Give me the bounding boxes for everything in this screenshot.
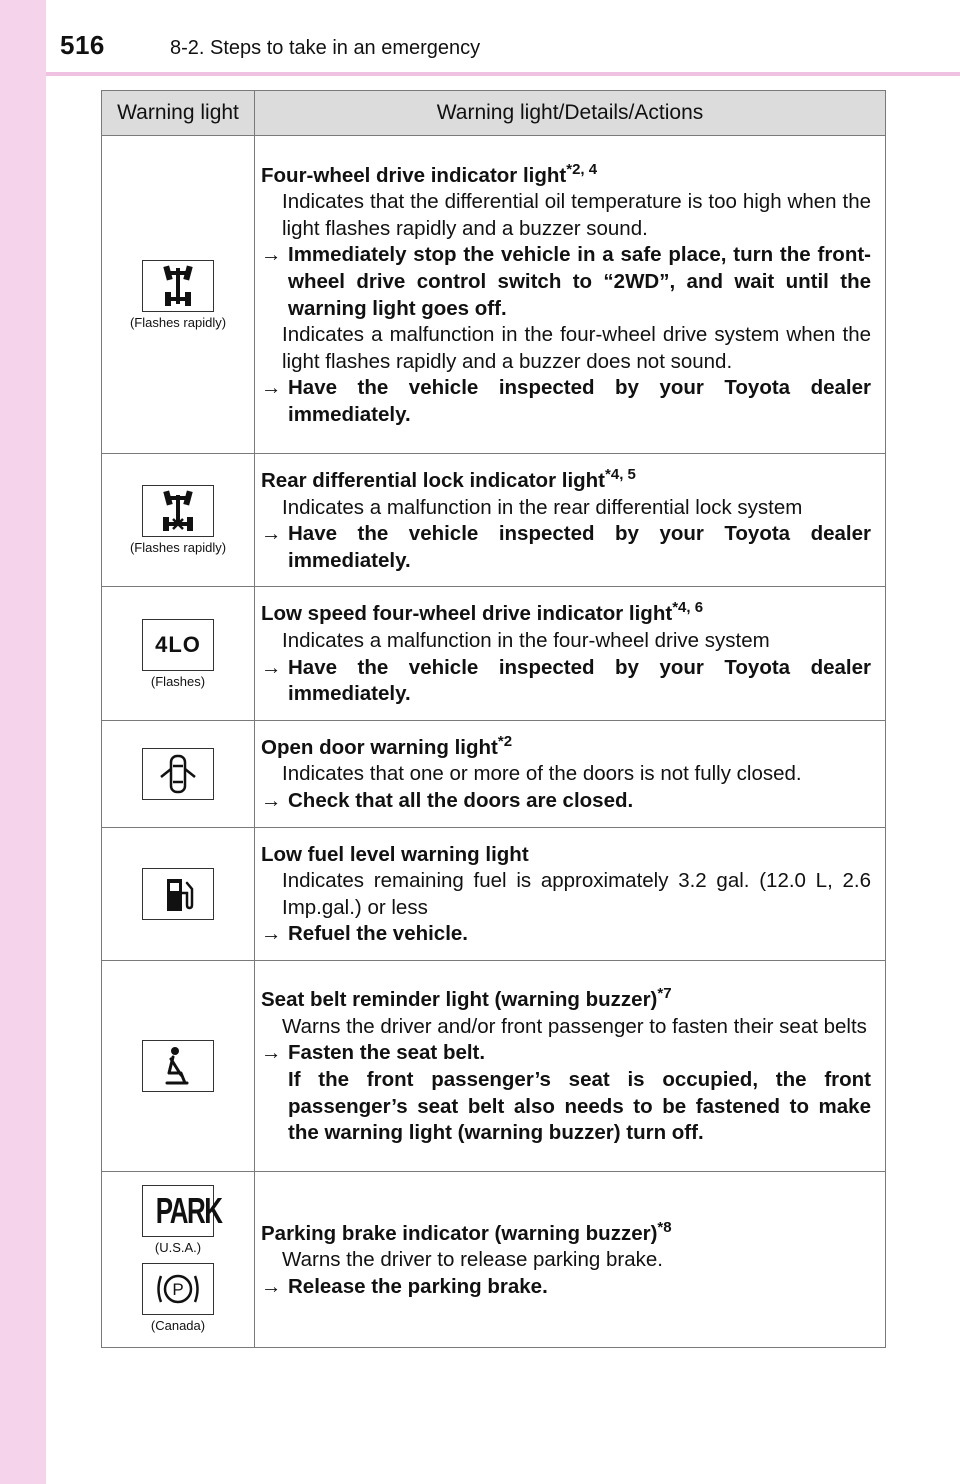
- rear-differential-lock-icon: [142, 485, 214, 537]
- open-door-icon: [142, 748, 214, 800]
- action-item: → Refuel the vehicle.: [261, 921, 871, 948]
- arrow-icon: →: [261, 1274, 282, 1298]
- low-4wd-icon: 4LO: [142, 619, 214, 671]
- light-title: Rear differential lock indicator light$^{*4, 5}$: [261, 466, 636, 492]
- icon-caption: (Flashes rapidly): [129, 540, 227, 556]
- fuel-pump-icon: [142, 868, 214, 920]
- light-description: Warns the driver to release parking brake.: [282, 1248, 663, 1272]
- page-margin-band: [0, 0, 46, 1484]
- arrow-icon: →: [261, 1041, 282, 1065]
- seat-belt-icon: [142, 1040, 214, 1092]
- table-row: [102, 454, 886, 587]
- col-header-details: Warning light/Details/Actions: [255, 91, 886, 136]
- warning-light-cell: [102, 827, 255, 960]
- action-item: → Have the vehicle inspected by your Toyota dealer immediately.: [261, 655, 871, 708]
- header-divider: [46, 72, 960, 76]
- park-brake-usa-icon: PARK: [142, 1185, 214, 1237]
- details-cell: [255, 960, 886, 1171]
- page-number: 516: [60, 30, 105, 60]
- action-item: → Have the vehicle inspected by your Toyota dealer immediately.: [261, 375, 871, 428]
- table-row: [102, 136, 886, 454]
- icon-caption: (Canada): [150, 1318, 206, 1334]
- warning-light-cell: [102, 454, 255, 587]
- warning-light-cell: [102, 136, 255, 454]
- light-title: Open door warning light$^{*2}$: [261, 732, 513, 759]
- action-item: → Immediately stop the vehicle in a safe place, turn the front-wheel drive control switch to “2WD”, and wait until the warning light goes off.: [261, 242, 871, 322]
- light-description: Indicates that the differential oil temperature is too high when the light flashes rapidly and a buzzer sound.: [282, 190, 871, 240]
- parking-brake-p-icon: [142, 1263, 214, 1315]
- action-item: → Check that all the doors are closed.: [261, 788, 871, 815]
- svg-text:P: P: [172, 1280, 184, 1300]
- table-row: [102, 1171, 886, 1347]
- table-header-row: [102, 91, 886, 136]
- action-item: → Have the vehicle inspected by your Toyota dealer immediately.: [261, 521, 871, 574]
- light-description: Indicates remaining fuel is approximately 3.2 gal. (12.0 L, 2.6 Imp.gal.) or less: [282, 869, 871, 919]
- light-title: Four-wheel drive indicator light$^{*2, 4}$: [261, 160, 598, 187]
- arrow-icon: →: [261, 522, 282, 546]
- light-description: Indicates that one or more of the doors is not fully closed.: [282, 762, 802, 786]
- details-cell: [255, 720, 886, 827]
- four-wheel-drive-icon: [142, 260, 214, 312]
- details-cell: [255, 1171, 886, 1347]
- action-item: → Fasten the seat belt. If the front passenger’s seat is occupied, the front passenger’s seat belt also needs to be fastened to make the warning light (warning buzzer) turn off.: [261, 1040, 871, 1146]
- icon-caption: (U.S.A.): [154, 1240, 202, 1256]
- icon-caption: (Flashes): [150, 673, 206, 689]
- light-description: Warns the driver and/or front passenger to fasten their seat belts: [282, 1014, 867, 1038]
- arrow-icon: →: [261, 655, 282, 679]
- arrow-icon: →: [261, 376, 282, 400]
- table-row: [102, 960, 886, 1171]
- arrow-icon: →: [261, 788, 282, 812]
- light-title: Low fuel level warning light: [261, 842, 529, 866]
- col-header-warning-light: Warning light: [102, 91, 255, 136]
- icon-caption: (Flashes rapidly): [129, 314, 227, 330]
- warning-light-cell: [102, 720, 255, 827]
- chapter-title: 8-2. Steps to take in an emergency: [170, 37, 481, 59]
- warning-light-table: [101, 90, 886, 1348]
- light-description: Indicates a malfunction in the four-wheel drive system: [282, 628, 770, 652]
- details-cell: [255, 136, 886, 454]
- light-title: Parking brake indicator (warning buzzer)$^{*8}$: [261, 1218, 672, 1245]
- details-cell: [255, 827, 886, 960]
- light-description: Indicates a malfunction in the four-wheel drive system when the light flashes rapidly and a buzzer does not sound.: [282, 323, 871, 373]
- table-row: [102, 720, 886, 827]
- details-cell: [255, 587, 886, 720]
- arrow-icon: →: [261, 922, 282, 946]
- light-title: Seat belt reminder light (warning buzzer)$^{*7}$: [261, 985, 672, 1012]
- warning-light-cell: [102, 1171, 255, 1347]
- table-row: [102, 827, 886, 960]
- action-item: → Release the parking brake.: [261, 1274, 871, 1301]
- warning-light-cell: [102, 587, 255, 720]
- warning-light-cell: [102, 960, 255, 1171]
- table-row: [102, 587, 886, 720]
- details-cell: [255, 454, 886, 587]
- light-description: Indicates a malfunction in the rear differential lock system: [282, 495, 803, 519]
- light-title: Low speed four-wheel drive indicator light$^{*4, 6}$: [261, 599, 704, 626]
- arrow-icon: →: [261, 243, 282, 267]
